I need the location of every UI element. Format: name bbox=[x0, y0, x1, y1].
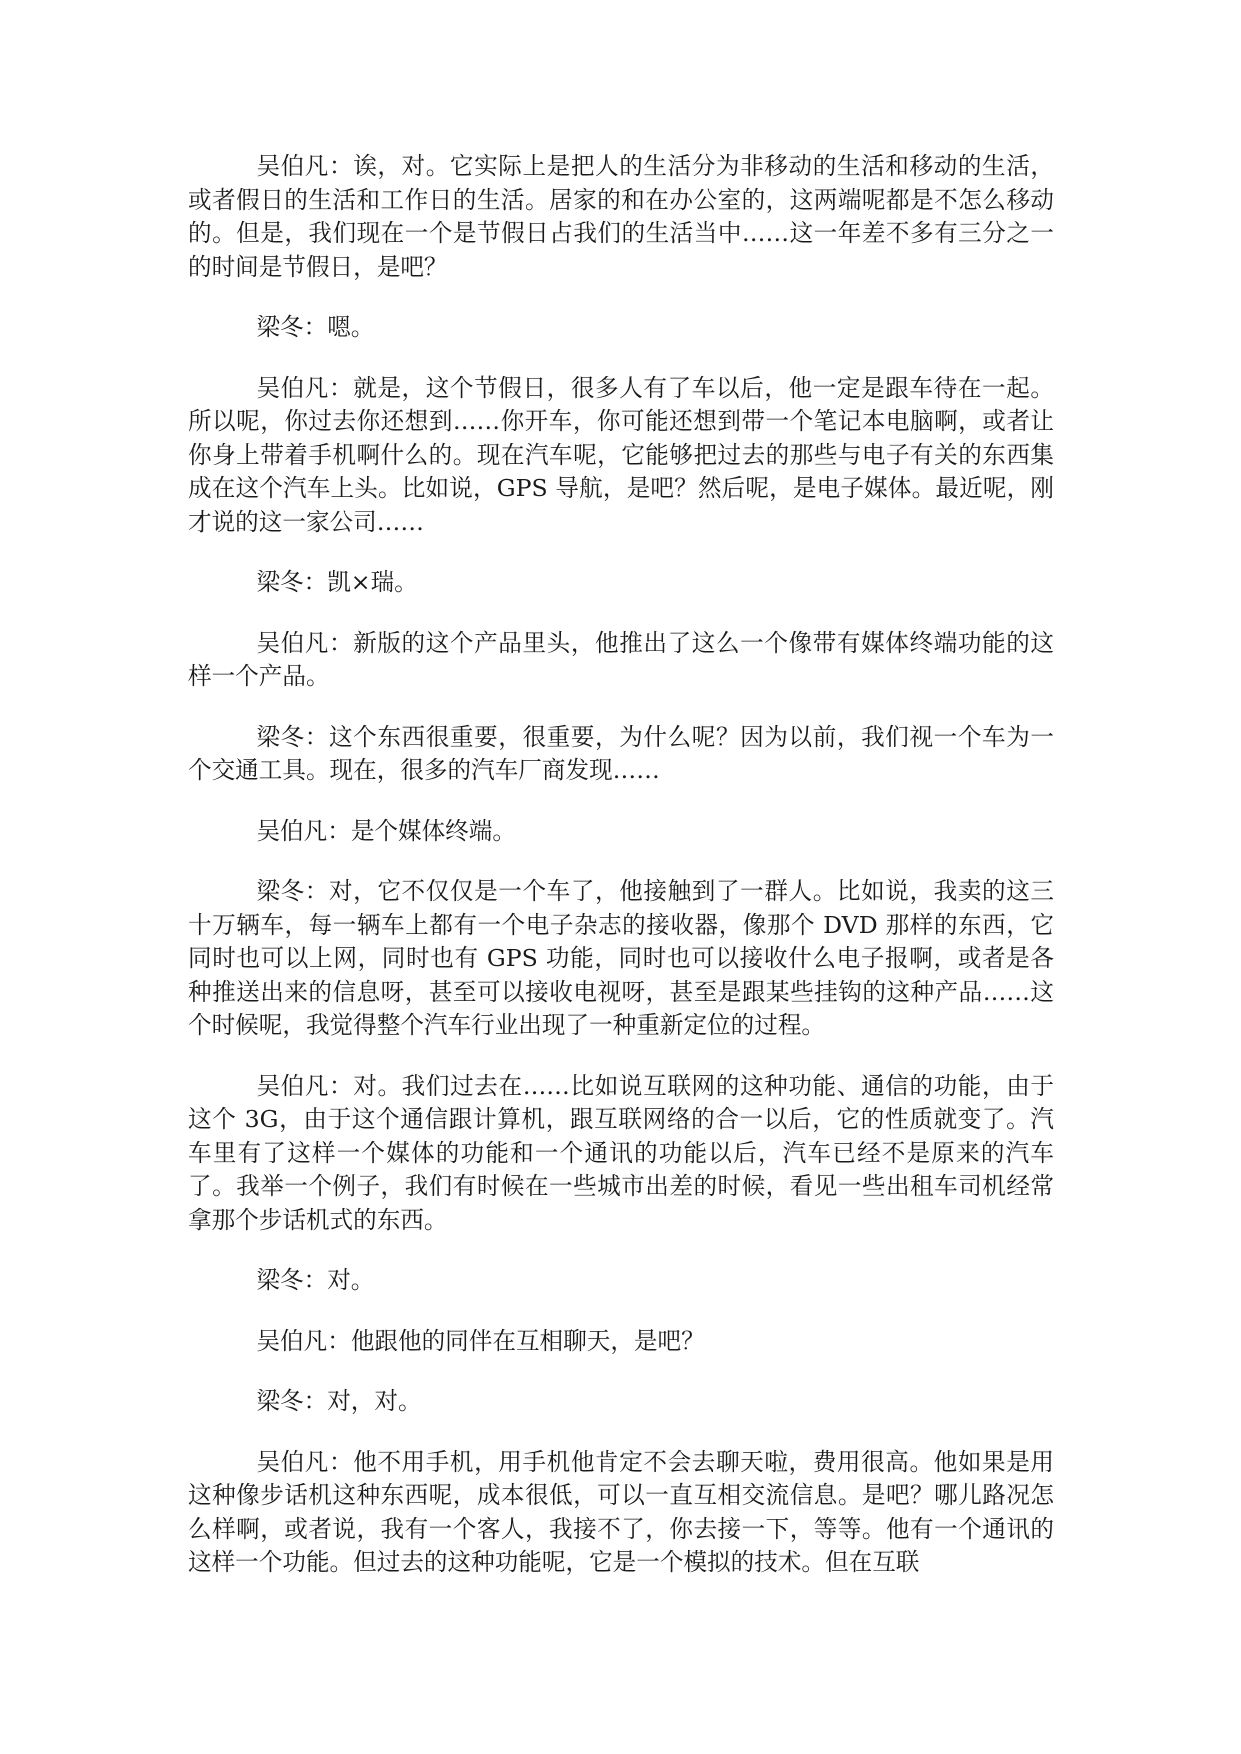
paragraph-text: 这个东西很重要，很重要，为什么呢？因为以前，我们视一个车为一个交通工具。现在，很多的汽车厂商发现…… bbox=[188, 722, 1055, 784]
paragraph bbox=[188, 627, 1054, 694]
paragraph bbox=[188, 566, 1054, 600]
speaker-label: 吴伯凡： bbox=[256, 1326, 351, 1355]
paragraph bbox=[188, 1446, 1054, 1580]
speaker-label: 吴伯凡： bbox=[256, 1447, 354, 1476]
paragraph-text: 他跟他的同伴在互相聊天，是吧？ bbox=[350, 1326, 705, 1355]
paragraph-text: 就是，这个节假日，很多人有了车以后，他一定是跟车待在一起。所以呢，你过去你还想到……你开车，你可能还想到带一个笔记本电脑啊，或者让你身上带着手机啊什么的。现在汽车呢，它能够把过去的那些与电子有关的东西集成在这个汽车上头。比如说，GPS 导航，是吧？然后呢，是电子媒体。最近呢，刚才说的这一家公司…… bbox=[188, 373, 1055, 536]
paragraph bbox=[188, 1385, 1054, 1419]
paragraph-text: 凯×瑞。 bbox=[327, 568, 418, 596]
paragraph bbox=[188, 875, 1054, 1043]
paragraph bbox=[188, 150, 1054, 284]
speaker-label: 梁冬： bbox=[256, 877, 329, 905]
speaker-label: 吴伯凡： bbox=[256, 373, 354, 402]
speaker-label: 梁冬： bbox=[256, 1387, 328, 1415]
paragraph bbox=[188, 1264, 1054, 1298]
paragraph-text: 对。我们过去在……比如说互联网的这种功能、通信的功能，由于这个 3G，由于这个通信跟计算机，跟互联网络的合一以后，它的性质就变了。汽车里有了这样一个媒体的功能和一个通讯的功能以后，汽车已经不是原来的汽车了。我举一个例子，我们有时候在一些城市出差的时候，看见一些出租车司机经常拿那个步话机式的东西。 bbox=[188, 1071, 1055, 1234]
speaker-label: 梁冬： bbox=[256, 722, 329, 751]
paragraph-text: 对，它不仅仅是一个车了，他接触到了一群人。比如说，我卖的这三十万辆车，每一辆车上都有一个电子杂志的接收器，像那个 DVD 那样的东西，它同时也可以上网，同时也有 GPS 功能，同时也可以接收什么电子报啊，或者是各种推送出来的信息呀，甚至可以接收电视呀，甚至是跟某些挂钩的这种产品……这个时候呢，我觉得整个汽车行业出现了一种重新定位的过程。 bbox=[188, 877, 1055, 1039]
paragraph bbox=[188, 721, 1054, 788]
speaker-label: 吴伯凡： bbox=[256, 1071, 354, 1100]
paragraph bbox=[188, 1070, 1054, 1238]
speaker-label: 吴伯凡： bbox=[256, 816, 351, 845]
paragraph-text: 对。 bbox=[327, 1266, 375, 1294]
speaker-label: 梁冬： bbox=[256, 568, 328, 596]
paragraph-text: 他不用手机，用手机他肯定不会去聊天啦，费用很高。他如果是用这种像步话机这种东西呢，成本很低，可以一直互相交流信息。是吧？哪儿路况怎么样啊，或者说，我有一个客人，我接不了，你去接一下，等等。他有一个通讯的这样一个功能。但过去的这种功能呢，它是一个模拟的技术。但在互联 bbox=[188, 1447, 1055, 1576]
paragraph bbox=[188, 815, 1054, 849]
speaker-label: 吴伯凡： bbox=[256, 152, 354, 180]
transcript-body bbox=[188, 150, 1054, 1580]
paragraph-text: 嗯。 bbox=[327, 313, 375, 341]
speaker-label: 吴伯凡： bbox=[256, 628, 354, 657]
speaker-label: 梁冬： bbox=[256, 1266, 328, 1294]
paragraph bbox=[188, 372, 1054, 540]
speaker-label: 梁冬： bbox=[256, 313, 328, 341]
paragraph bbox=[188, 311, 1054, 345]
paragraph-text: 是个媒体终端。 bbox=[350, 816, 516, 845]
paragraph bbox=[188, 1325, 1054, 1359]
paragraph-text: 新版的这个产品里头，他推出了这么一个像带有媒体终端功能的这样一个产品。 bbox=[188, 628, 1055, 690]
paragraph-text: 对，对。 bbox=[327, 1387, 422, 1415]
paragraph-text: 诶，对。它实际上是把人的生活分为非移动的生活和移动的生活，或者假日的生活和工作日的生活。居家的和在办公室的，这两端呢都是不怎么移动的。但是，我们现在一个是节假日占我们的生活当中……这一年差不多有三分之一的时间是节假日，是吧？ bbox=[188, 152, 1055, 281]
